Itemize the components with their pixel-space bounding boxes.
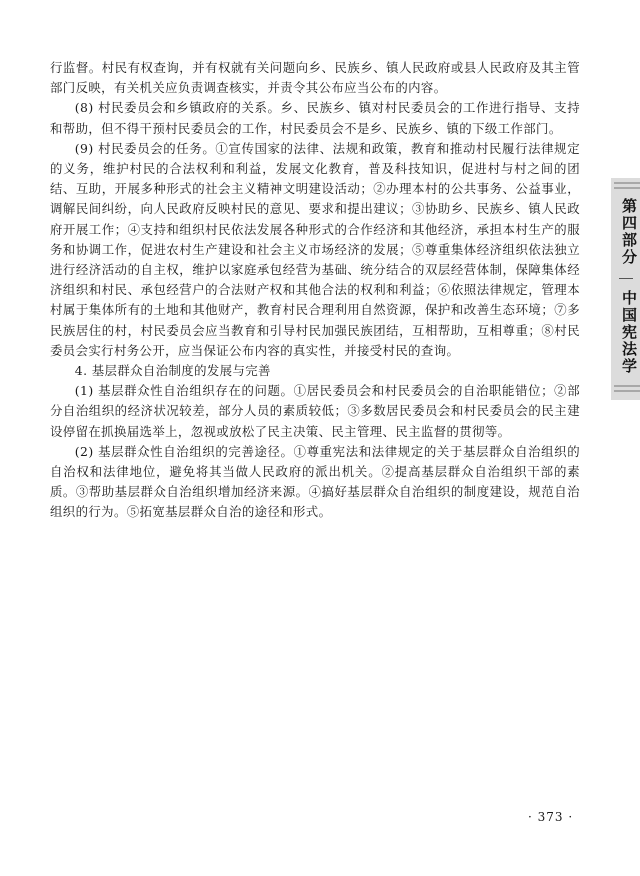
side-tab-subject-label: 中国宪法学: [620, 289, 638, 375]
section-heading-development: 4. 基层群众自治制度的发展与完善: [74, 363, 271, 379]
side-tab-part-label: 第四部分: [620, 198, 638, 266]
paragraph-existing-problems: (1) 基层群众性自治组织存在的问题。①居民委员会和村民委员会的自治职能错位；②部分自治组织的经济状况较差，部分人员的素质较低；③多数居民委员会和村民委员会的民主建设停留在抓换届选举上，忽视或放松了民主决策、民主管理、民主监督的贯彻等。: [50, 383, 580, 439]
paragraph-villager-supervision: 行监督。村民有权查询，并有权就有关问题向乡、民族乡、镇人民政府或县人民政府及其主管部门反映，有关机关应负责调查核实，并责令其公布应当公布的内容。: [50, 60, 580, 96]
body-text: [50, 58, 580, 523]
side-tab-divider: [619, 278, 633, 279]
chapter-side-tab: [611, 178, 640, 400]
paragraph-improvement-paths: (2) 基层群众性自治组织的完善途径。①尊重宪法和法律规定的关于基层群众自治组织的自治权和法律地位，避免将其当做人民政府的派出机关。②提高基层群众自治组织干部的素质。③帮助基层群众自治组织增加经济来源。④搞好基层群众自治组织的制度建设，规范自治组织的行为。⑤拓宽基层群众自治的途径和形式。: [50, 443, 580, 520]
paragraph-committee-tasks: (9) 村民委员会的任务。①宣传国家的法律、法规和政策，教育和推动村民履行法律规定的义务，维护村民的合法权利和利益，发展文化教育，普及科技知识，促进村与村之间的团结、互助，开展多种形式的社会主义精神文明建设活动；②办理本村的公共事务、公益事业，调解民间纠纷，向人民政府反映村民的意见、要求和提出建议；③协助乡、民族乡、镇人民政府开展工作；④支持和组织村民依法发展各种形式的合作经济和其他经济，承担本村生产的服务和协调工作，促进农村生产建设和社会主义市场经济的发展；⑤尊重集体经济组织依法独立进行经济活动的自主权，维护以家庭承包经营为基础、统分结合的双层经营体制，保障集体经济组织和村民、承包经营户的合法财产权和其他合法的权利和利益；⑥依照法律规定，管理本村属于集体所有的土地和其他财产，教育村民合理利用自然资源，保护和改善生态环境；⑦多民族居住的村，村民委员会应当教育和引导村民加强民族团结，互相帮助，互相尊重；⑧村民委员会实行村务公开，应当保证公布内容的真实性，并接受村民的查询。: [50, 140, 580, 358]
paragraph-township-relation: (8) 村民委员会和乡镇政府的关系。乡、民族乡、镇对村民委员会的工作进行指导、支持和帮助，但不得干预村民委员会的工作，村民委员会不是乡、民族乡、镇的下级工作部门。: [50, 100, 580, 136]
page-number: · 373 ·: [528, 810, 574, 824]
